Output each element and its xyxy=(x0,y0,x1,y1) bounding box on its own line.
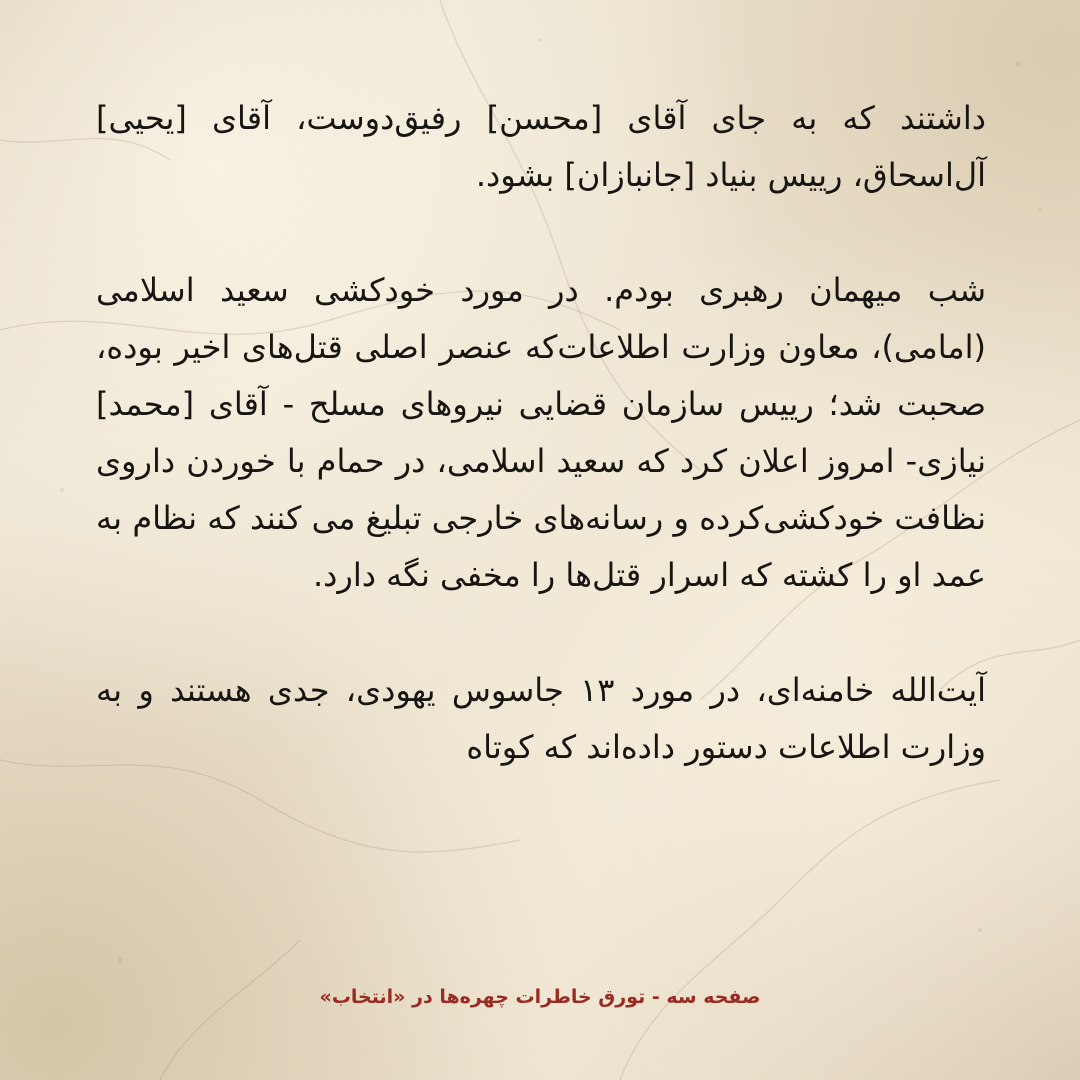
paragraph-spacer xyxy=(96,604,986,662)
paragraph-dinner-with-leader: شب میهمان رهبری بودم. در مورد خودکشی سعید اسلامی (امامی)، معاون وزارت اطلاعات‌که عنصر اصلی قتل‌های اخیر بوده، صحبت شد؛ رییس سازمان قضایی نیروهای مسلح - آقای [محمد] نیازی- امروز اعلان کرد که سعید اسلامی، در حمام با خوردن داروی نظافت خودکشی‌کرده و رسانه‌های خارجی تبلیغ می کنند که نظام به عمد او را کشته که اسرار قتل‌ها را مخفی نگه دارد. xyxy=(96,271,986,594)
paragraph-jewish-spies: آیت‌الله خامنه‌ای، در مورد ۱۳ جاسوس یهودی، جدی هستند و به وزارت اطلاعات دستور داده‌اند که کوتاه xyxy=(96,671,987,766)
page-footer-caption: صفحه سه - تورق خاطرات چهره‌ها در «انتخاب» xyxy=(319,986,761,1008)
paragraph-spacer xyxy=(96,204,986,262)
memoir-page-text xyxy=(96,90,986,776)
paragraph-appointment: داشتند که به جای آقای [محسن] رفیق‌دوست، آقای [یحیی] آل‌اسحاق، رییس بنیاد [جانبازان] بشود. xyxy=(96,99,986,194)
